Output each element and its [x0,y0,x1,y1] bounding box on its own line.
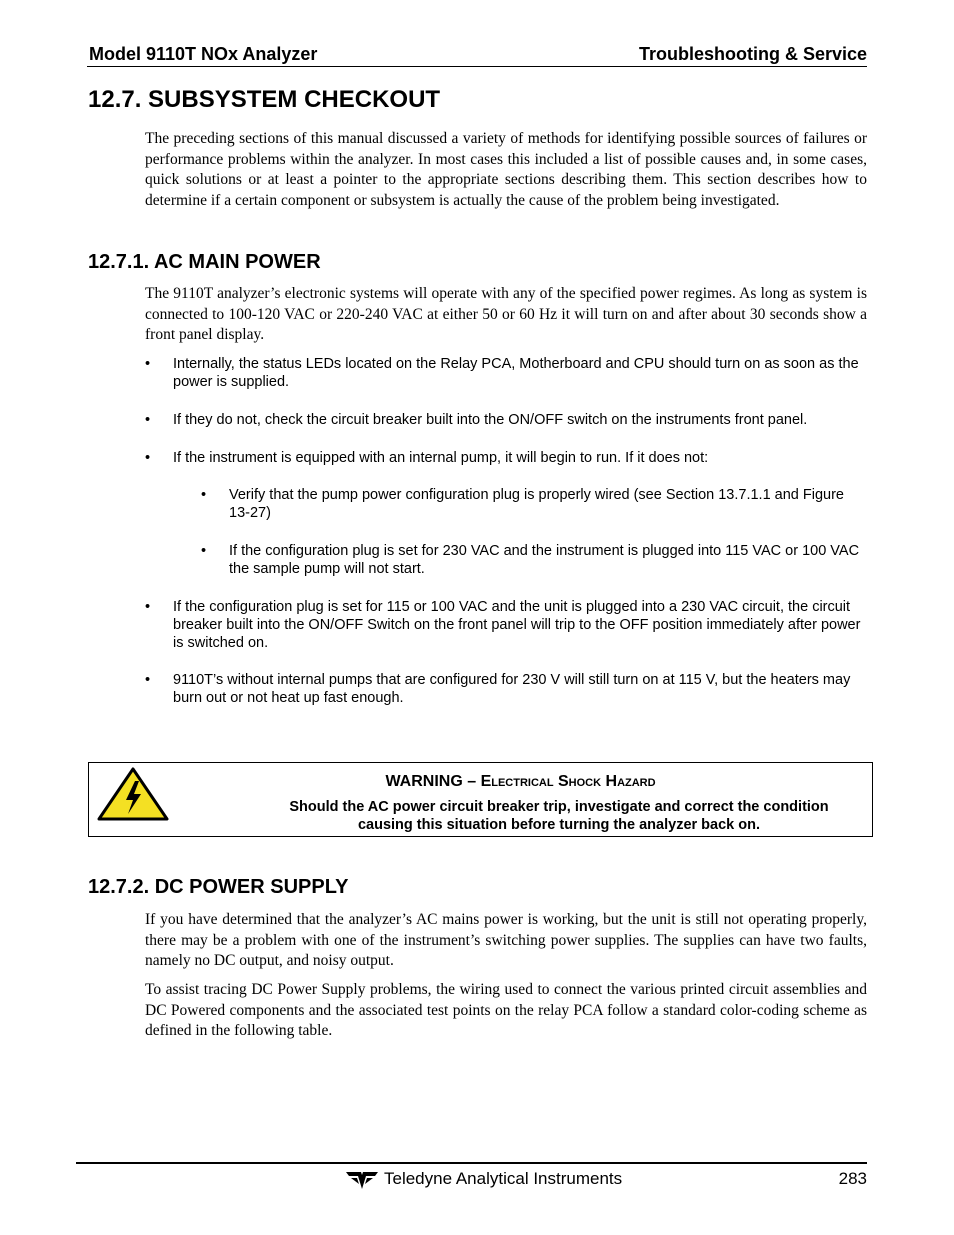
ac-power-bullet-list [145,598,867,652]
warning-title [169,773,872,791]
running-header-chapter: Troubleshooting & Service [638,44,867,64]
list-item: • Verify that the pump power configuration plug is properly wired (see Section 13.7.1.1 and Figure 13-27) [201,486,867,522]
ac-power-intro-paragraph: The 9110T analyzer’s electronic systems will operate with any of the specified power regimes. As long as system is connected to 100-120 VAC or 220-240 VAC at either 50 or 60 Hz it will turn on and after about 30 seconds show a front panel display. [145,285,867,343]
ac-power-bullet-list [145,355,867,391]
header-rule [87,66,867,67]
warning-text: Should the AC power circuit breaker trip, investigate and correct the condition causing this situation before turning the analyzer back on. [289,799,829,833]
dc-power-heading: 12.7.2. DC POWER SUPPLY [88,876,349,898]
ac-power-heading: 12.7.1. AC MAIN POWER [88,251,321,273]
list-item: • If the instrument is equipped with an internal pump, it will begin to run. If it does not: [145,449,867,467]
warning-label: WARNING – [385,773,481,790]
pump-sub-bullet-list [201,486,867,522]
section-intro-paragraph: The preceding sections of this manual discussed a variety of methods for identifying possible sources of failures or performance problems within the analyzer. In most cases this included a list of possible causes and, in some cases, quick solutions or at least a pointer to the appropriate sections describing them. This section describes how to determine if a certain component or subsystem is actually the cause of the problem being investigated. [145,130,867,209]
dc-power-paragraph: If you have determined that the analyzer’s AC mains power is working, but the unit is still not operating properly, there may be a problem with one of the instrument’s switching power supplies. The supplies can have two faults, namely no DC output, and noisy output. [145,911,867,969]
footer-rule [76,1162,867,1164]
list-item: • If the configuration plug is set for 115 or 100 VAC and the unit is plugged into a 230 VAC circuit, the circuit breaker built into the ON/OFF Switch on the front panel will trip to the OFF position immediately after power is switched on. [145,598,867,652]
dc-power-paragraph: To assist tracing DC Power Supply problems, the wiring used to connect the various printed circuit assemblies and DC Powered components and the associated test points on the relay PCA follow a standard color-coding scheme as defined in the following table. [145,981,867,1039]
section-title: 12.7. SUBSYSTEM CHECKOUT [88,86,441,113]
list-item: • If they do not, check the circuit breaker built into the ON/OFF switch on the instruments front panel. [145,411,867,429]
ac-power-bullet-list [145,671,867,707]
ac-power-bullet-list [145,449,867,467]
electrical-hazard-icon [97,766,169,822]
list-item: • Internally, the status LEDs located on the Relay PCA, Motherboard and CPU should turn on as soon as the power is supplied. [145,355,867,391]
pump-sub-bullet-list [201,542,867,578]
footer-company: Teledyne Analytical Instruments [384,1169,623,1188]
running-header-model: Model 9110T NOx Analyzer [89,44,318,64]
list-item: • If the configuration plug is set for 230 VAC and the instrument is plugged into 115 VAC or 100 VAC the sample pump will not start. [201,542,867,578]
page-number: 283 [838,1169,867,1188]
warning-box [88,762,873,837]
warning-hazard-type: Electrical Shock Hazard [480,773,656,790]
list-item: • 9110T’s without internal pumps that are configured for 230 V will still turn on at 115 V, but the heaters may burn out or not heat up fast enough. [145,671,867,707]
teledyne-logo-icon [345,1170,379,1190]
ac-power-bullet-list [145,411,867,429]
